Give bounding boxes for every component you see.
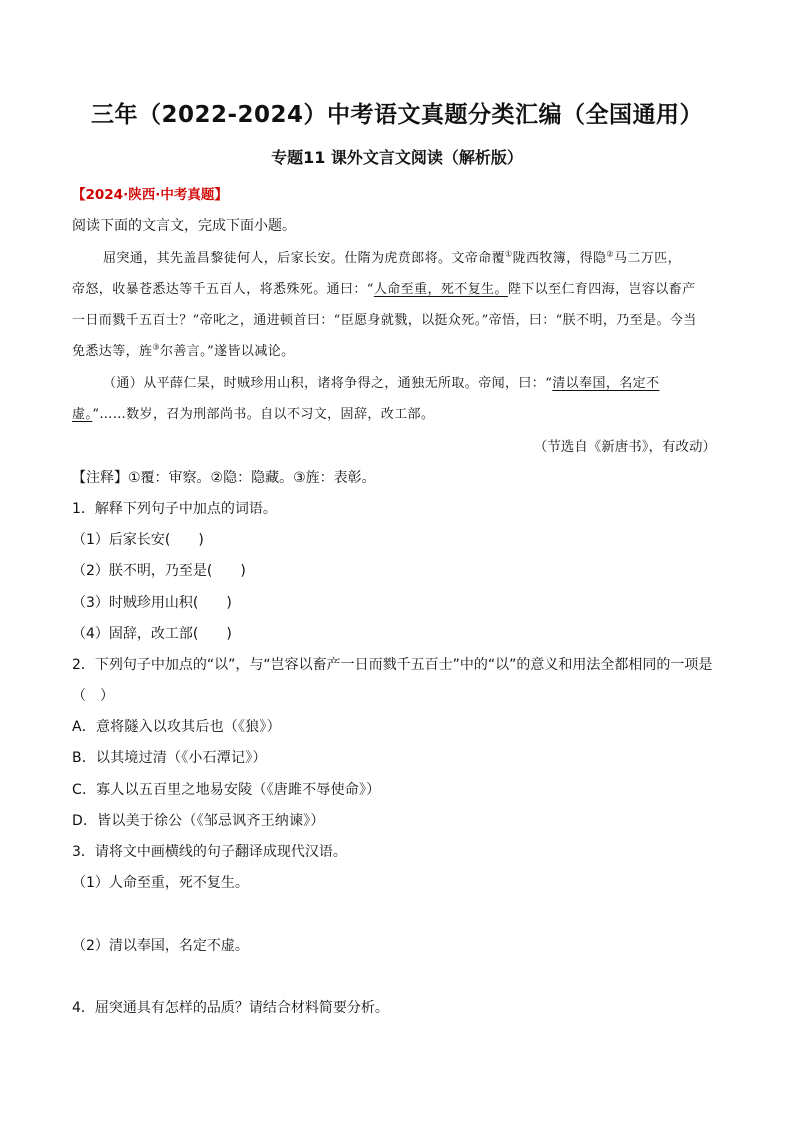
question-3: 3．请将文中画横线的句子翻译成现代汉语。 <box>72 844 347 860</box>
passage-line: 屈突通，其先盖昌黎徒何人，后家长安。仕隋为虎贲郎将。文帝命覆①陇西牧簿，得隐②马二万匹， <box>103 249 681 266</box>
question-2-option-a: A．意将隧入以攻其后也（《狼》） <box>72 719 281 735</box>
underlined-sentence-2: 清以奉国，名定不 <box>552 376 660 391</box>
question-2-option-d: D．皆以美于徐公（《邹忌讽齐王纳谏》） <box>72 813 325 829</box>
question-1: 1．解释下列句子中加点的词语。 <box>72 501 277 517</box>
question-2-option-b: B．以其境过清（《小石潭记》） <box>72 750 267 766</box>
instruction-text: 阅读下面的文言文，完成下面小题。 <box>72 218 296 234</box>
question-1-item: （3）时贼珍用山积( ) <box>72 595 232 611</box>
passage-line: （通）从平薛仁杲，时贼珍用山积，诸将争得之，通独无所取。帝闻，曰：“清以奉国，名定不 <box>103 376 660 391</box>
notes: 【注释】①覆：审察。②隐：隐藏。③旌：表彰。 <box>72 470 376 486</box>
question-3-item: （1）人命至重，死不复生。 <box>72 875 249 891</box>
passage-source: （节选自《新唐书》，有改动） <box>533 439 716 455</box>
passage-line: 免悉达等，旌③尔善言。”遂皆以减论。 <box>72 342 295 359</box>
page-subtitle: 专题11 课外文言文阅读（解析版） <box>271 148 523 167</box>
question-2-answer-paren: （ ） <box>72 688 114 704</box>
question-4: 4．屈突通具有怎样的品质？请结合材料简要分析。 <box>72 1000 389 1016</box>
underlined-sentence-1: 人命至重，死不复生。 <box>373 282 508 297</box>
passage-line: 帝怒，收暴苍悉达等千五百人，将悉殊死。通曰：“人命至重，死不复生。陛下以至仁育四海，岂容以畜产 <box>72 282 696 297</box>
question-2-option-c: C．寡人以五百里之地易安陵（《唐雎不辱使命》） <box>72 782 381 798</box>
question-3-item: （2）清以奉国，名定不虚。 <box>72 938 249 954</box>
passage-line: 虚。”……数岁，召为刑部尚书。自以不习文，固辞，改工部。 <box>72 407 435 422</box>
question-1-item: （4）固辞，改工部( ) <box>72 626 232 642</box>
passage-line: 一日而戮千五百士？”帝叱之，通进顿首曰：“臣愿身就戮，以挺众死。”帝悟，曰：“朕不明，乃至是。今当 <box>72 313 697 328</box>
source-tag: 【2024·陕西·中考真题】 <box>72 187 228 203</box>
question-1-item: （2）朕不明，乃至是( ) <box>72 563 246 579</box>
question-2: 2．下列句子中加点的“以”，与“岂容以畜产一日而戮千五百士”中的“以”的意义和用法全都相同的一项是 <box>72 657 713 673</box>
page-title: 三年（2022-2024）中考语文真题分类汇编（全国通用） <box>90 102 704 128</box>
question-1-item: （1）后家长安( ) <box>72 532 204 548</box>
